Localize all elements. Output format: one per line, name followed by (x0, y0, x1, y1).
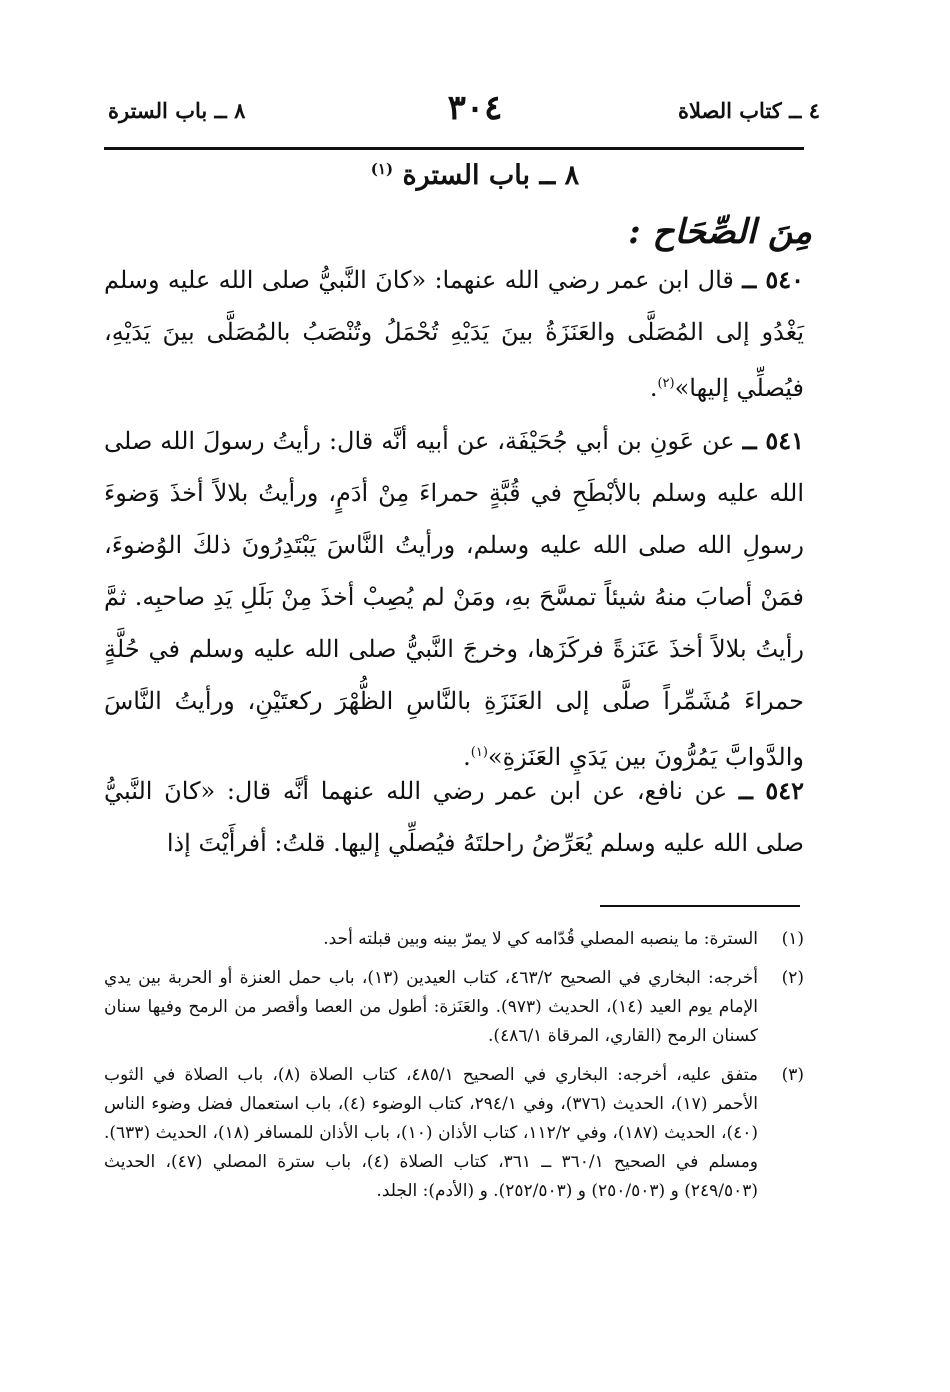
footnote (104, 1061, 804, 1206)
footnote-rule (600, 905, 800, 907)
footnote-text: أخرجه: البخاري في الصحيح ٤٦٣/٢، كتاب العيدين (١٣)، باب حمل العنزة أو الحربة بين يدي الإمام يوم العيد (١٤)، الحديث (٩٧٣). والعَنَزة: أطول من العصا وأقصر من الرمح وفيها سنان كسنان الرمح (القاري، المرقاة ٤٨٦/١). (104, 968, 758, 1046)
section-heading: مِنَ الصِّحَاح : (628, 212, 812, 252)
footnote-number: (١) (781, 929, 804, 949)
hadith-end: . (649, 374, 658, 402)
hadith-number: ٥٤١ ــ (742, 426, 804, 455)
chapter-title-text: ٨ ــ باب السترة (402, 160, 580, 191)
hadith-541 (104, 415, 804, 783)
footnote-text: متفق عليه، أخرجه: البخاري في الصحيح ٤٨٥/١، كتاب الصلاة (٨)، باب الصلاة في الثوب الأحمر (١٧)، الحديث (٣٧٦)، وفي ٢٩٤/١، كتاب الوضوء (٤)، باب استعمال فضل وضوء الناس (٤٠)، الحديث (١٨٧)، وفي ١١٢/٢، كتاب الأذان (١٠)، باب الأذان للمسافر (١٨)، الحديث (٦٣٣). ومسلم في الصحيح ٣٦٠/١ ــ ٣٦١، كتاب الصلاة (٤)، باب سترة المصلي (٤٧)، الحديث (٢٤٩/٥٠٣) و (٢٥٠/٥٠٣) و (٢٥٢/٥٠٣). و (الأدم): الجلد. (104, 1065, 759, 1201)
footnote-ref: (٢) (657, 376, 675, 391)
hadith-number: ٥٤٠ ــ (742, 265, 804, 294)
footnotes (104, 925, 804, 1210)
hadith-540 (104, 254, 804, 414)
hadith-number: ٥٤٢ ــ (738, 776, 804, 805)
running-header-book: ٤ ــ كتاب الصلاة (678, 98, 820, 123)
chapter-footnote-ref: (١) (370, 160, 394, 178)
chapter-title (0, 160, 950, 191)
hadith-text: قال ابن عمر رضي الله عنهما: «كانَ النَّبيُّ صلى الله عليه وسلم يَغْدُو إلى المُصَلَّى والعَنَزَةُ بينَ يَدَيْهِ تُحْمَلُ وتُنْصَبُ بالمُصَلَّى بينَ يَدَيْهِ، فيُصلِّي إليها» (104, 266, 805, 402)
footnote-text: السترة: ما ينصبه المصلي قُدّامه كي لا يمرّ بينه وبين قبلته أحد. (323, 929, 758, 949)
header-rule (104, 147, 804, 150)
hadith-text: عن نافع، عن ابن عمر رضي الله عنهما أنَّه قال: «كانَ النَّبيُّ صلى الله عليه وسلم يُعَرِّضُ راحلتَهُ فيُصلِّي إليها. قلتُ: أفرأَيْتَ إذا (104, 777, 804, 857)
page-number: ٣٠٤ (447, 88, 503, 128)
footnote (104, 964, 804, 1051)
footnote-number: (٣) (781, 1065, 804, 1085)
footnote-ref: (١) (470, 745, 488, 760)
hadith-542 (104, 765, 804, 869)
footnote (104, 925, 804, 954)
hadith-end: . (463, 743, 471, 771)
running-header-chapter: ٨ ــ باب السترة (108, 98, 246, 123)
hadith-text: عن عَونِ بن أبي جُحَيْفَة، عن أبيه أنَّه قال: رأيتُ رسولَ الله صلى الله عليه وسلم بالأبْطَحِ في قُبَّةٍ حمراءَ مِنْ أدَمٍ، ورأيتُ بلالاً أخذَ وَضوءَ رسولِ الله صلى الله عليه وسلم، ورأيتُ النَّاسَ يَبْتَدِرُونَ ذلكَ الوُضوءَ، فمَنْ أصابَ منهُ شيئاً تمسَّحَ بهِ، ومَنْ لم يُصِبْ أخذَ مِنْ بَلَلِ يَدِ صاحبِه. ثمَّ رأيتُ بلالاً أخذَ عَنَزةً فركَزَها، وخرجَ النَّبيُّ صلى الله عليه وسلم في حُلَّةٍ حمراءَ مُشَمِّراً صلَّى إلى العَنَزَةِ بالنَّاسِ الظُّهْرَ ركعتَيْنِ، ورأيتُ النَّاسَ والدَّوابَّ يَمُرُّونَ بين يَدَيِ العَنَزةِ» (104, 427, 804, 771)
footnote-number: (٢) (781, 968, 804, 988)
